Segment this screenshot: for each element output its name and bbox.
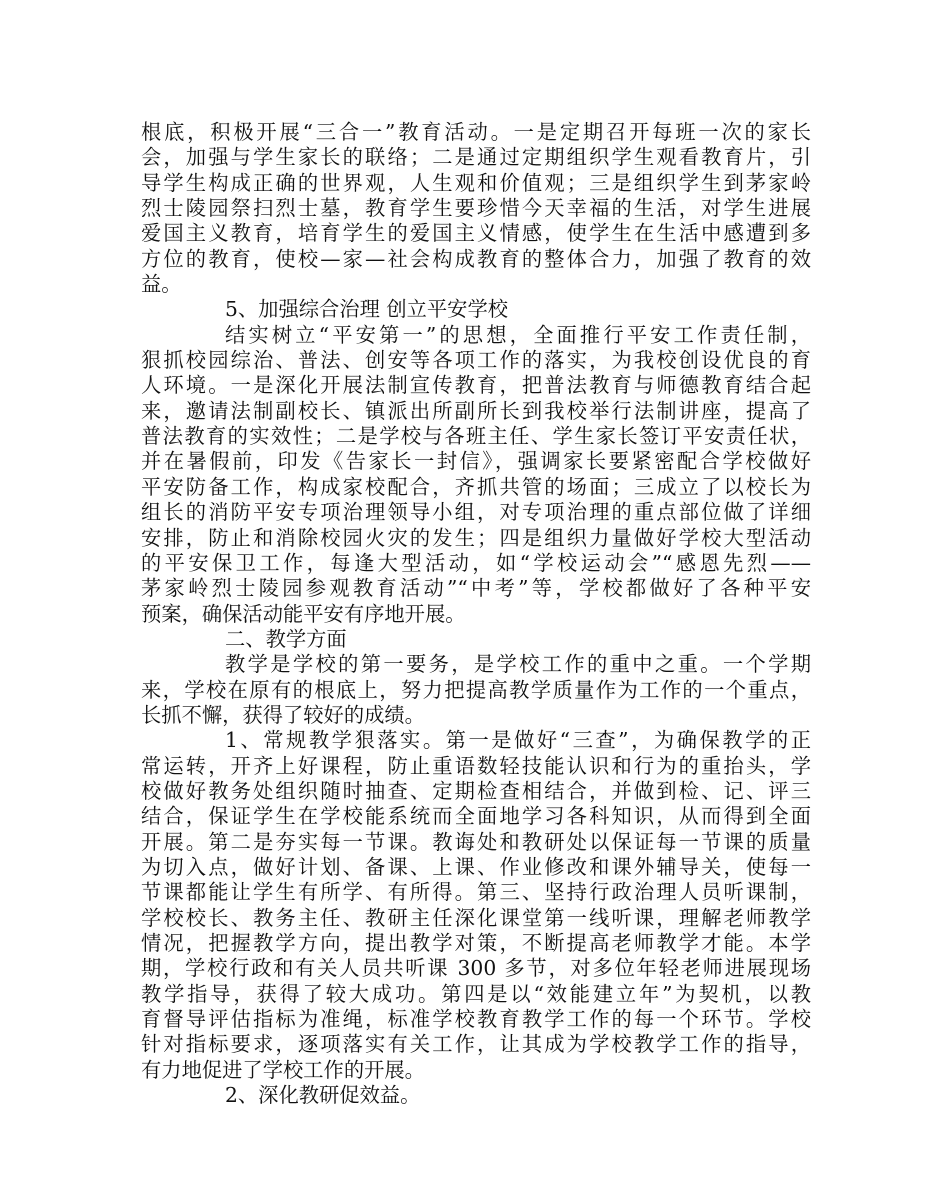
text-line: 根底，积极开展“三合一”教育活动。一是定期召开每班一次的家长 xyxy=(141,120,811,144)
text-line: 益。 xyxy=(141,272,182,297)
text-line: 烈士陵园祭扫烈士墓，教育学生要珍惜今天幸福的生活，对学生进展 xyxy=(141,196,811,221)
text-line: 针对指标要求，逐项落实有关工作，让其成为学校教学工作的指导， xyxy=(141,1032,811,1057)
paragraph-three-in-one xyxy=(141,120,811,297)
text-line: 教学是学校的第一要务，是学校工作的重中之重。一个学期 xyxy=(225,652,811,677)
text-line: 期，学校行政和有关人员共听课 300 多节，对多位年轻老师进展现场 xyxy=(141,956,811,981)
text-line: 1、常规教学狠落实。第一是做好“三查”，为确保教学的正 xyxy=(225,728,811,753)
text-line: 结合，保证学生在学校能系统而全面地学习各科知识，从而得到全面 xyxy=(141,804,811,829)
text-line: 普法教育的实效性；二是学校与各班主任、学生家长签订平安责任状， xyxy=(141,424,811,449)
text-line: 会，加强与学生家长的联络；二是通过定期组织学生观看教育片，引 xyxy=(141,145,811,170)
text-line: 狠抓校园综治、普法、创安等各项工作的落实，为我校创设优良的育 xyxy=(141,348,811,373)
text-line: 方位的教育，使校—家—社会构成教育的整体合力，加强了教育的效 xyxy=(141,246,811,271)
text-line: 5、加强综合治理 创立平安学校 xyxy=(225,297,509,322)
text-line: 并在暑假前，印发《告家长一封信》，强调家长要紧密配合学校做好 xyxy=(141,449,811,474)
text-line: 的平安保卫工作，每逢大型活动，如“学校运动会”“感恩先烈—— xyxy=(141,550,811,575)
text-line: 二、教学方面 xyxy=(225,626,347,651)
text-line: 学校校长、教务主任、教研主任深化课堂第一线听课，理解老师教学 xyxy=(141,905,811,930)
text-line: 有力地促进了学校工作的开展。 xyxy=(141,1057,425,1082)
text-line: 教学指导，获得了较大成功。第四是以“效能建立年”为契机，以教 xyxy=(141,981,811,1006)
text-line: 校做好教务处组织随时抽查、定期检查相结合，并做到检、记、评三 xyxy=(141,778,811,803)
text-line: 预案，确保活动能平安有序地开展。 xyxy=(141,601,466,626)
text-line: 安排，防止和消除校园火灾的发生；四是组织力量做好学校大型活动 xyxy=(141,525,811,550)
text-line: 茅家岭烈士陵园参观教育活动”“中考”等，学校都做好了各种平安 xyxy=(141,576,811,601)
heading-teaching xyxy=(141,627,811,652)
text-line: 平安防备工作，构成家校配合，齐抓共管的场面；三成立了以校长为 xyxy=(141,474,811,499)
paragraph-teaching-intro xyxy=(141,652,811,728)
text-line: 来，邀请法制副校长、镇派出所副所长到我校举行法制讲座，提高了 xyxy=(141,398,811,423)
text-line: 节课都能让学生有所学、有所得。第三、坚持行政治理人员听课制， xyxy=(141,880,811,905)
paragraph-routine-teaching xyxy=(141,728,811,1083)
text-line: 开展。第二是夯实每一节课。教诲处和教研处以保证每一节课的质量 xyxy=(141,829,811,854)
document-page xyxy=(141,120,811,1108)
text-line: 情况，把握教学方向，提出教学对策，不断提高老师教学才能。本学 xyxy=(141,931,811,955)
heading-safe-campus xyxy=(141,297,811,322)
text-line: 爱国主义教育，培育学生的爱国主义情感，使学生在生活中感遭到多 xyxy=(141,221,811,246)
text-line: 结实树立“平安第一”的思想，全面推行平安工作责任制， xyxy=(225,322,811,347)
text-line: 组长的消防平安专项治理领导小组，对专项治理的重点部位做了详细 xyxy=(141,500,811,525)
text-line: 人环境。一是深化开展法制宣传教育，把普法教育与师德教育结合起 xyxy=(141,373,811,398)
text-line: 导学生构成正确的世界观，人生观和价值观；三是组织学生到茅家岭 xyxy=(141,170,811,195)
text-line: 常运转，开齐上好课程，防止重语数轻技能认识和行为的重抬头，学 xyxy=(141,753,811,778)
heading-research xyxy=(141,1083,811,1108)
text-line: 2、深化教研促效益。 xyxy=(225,1083,421,1108)
text-line: 长抓不懈，获得了较好的成绩。 xyxy=(141,702,425,727)
paragraph-safety xyxy=(141,323,811,627)
text-line: 育督导评估指标为准绳，标准学校教育教学工作的每一个环节。学校 xyxy=(141,1007,811,1032)
text-line: 来，学校在原有的根底上，努力把提高教学质量作为工作的一个重点， xyxy=(141,677,811,702)
text-line: 为切入点，做好计划、备课、上课、作业修改和课外辅导关，使每一 xyxy=(141,854,811,879)
